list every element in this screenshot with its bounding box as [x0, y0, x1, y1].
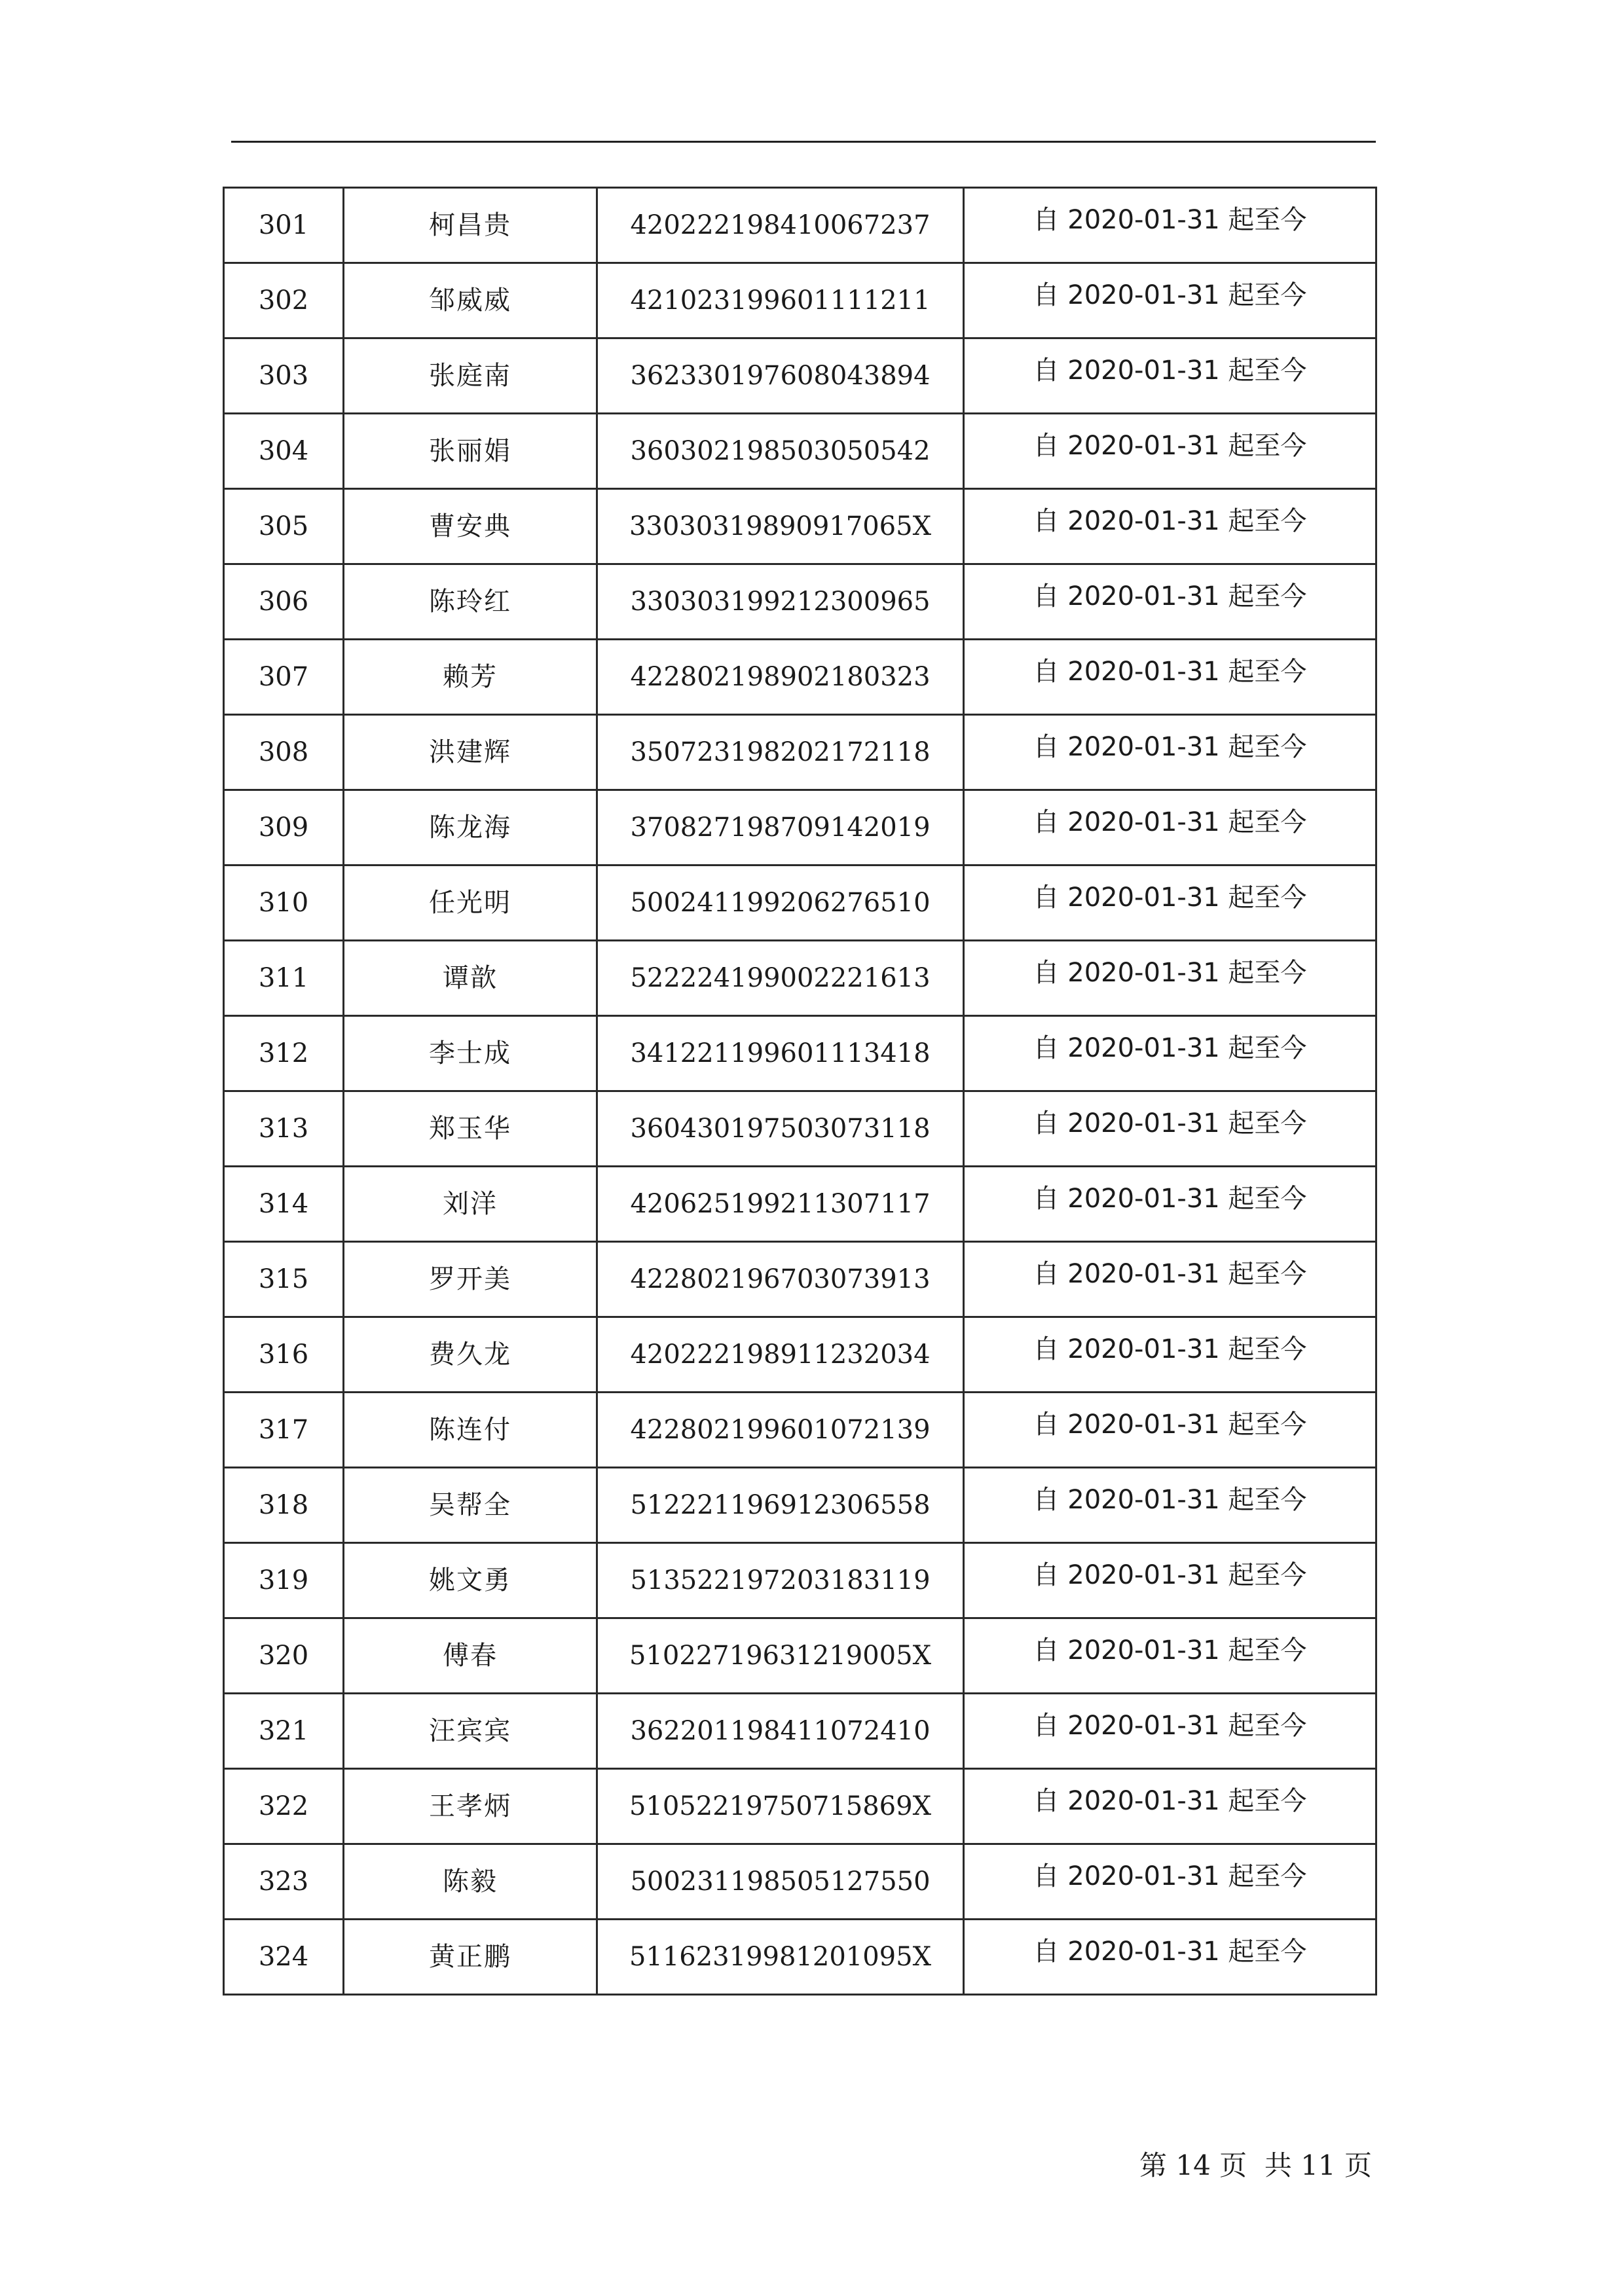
id-number: 341221199601113418	[597, 1016, 964, 1091]
id-number: 420222198911232034	[597, 1317, 964, 1393]
period-cell	[964, 640, 1376, 715]
id-number: 51052219750715869X	[597, 1769, 964, 1844]
table-row	[224, 1393, 1376, 1468]
row-number: 312	[224, 1016, 344, 1091]
person-name: 任光明	[344, 866, 597, 941]
row-number: 320	[224, 1618, 344, 1694]
period-text: 自 2020-01-31 起至今	[1033, 1560, 1307, 1590]
id-number: 360302198503050542	[597, 414, 964, 489]
person-name: 陈连付	[344, 1393, 597, 1468]
period-text: 自 2020-01-31 起至今	[1033, 657, 1307, 687]
page-number-footer: 第 14 页 共 11 页	[1139, 2149, 1372, 2181]
id-number: 51022719631219005X	[597, 1618, 964, 1694]
person-name: 傅春	[344, 1618, 597, 1694]
id-number: 420222198410067237	[597, 188, 964, 263]
id-number: 500231198505127550	[597, 1844, 964, 1920]
row-number: 306	[224, 564, 344, 640]
table-row	[224, 1468, 1376, 1543]
id-number: 362330197608043894	[597, 338, 964, 414]
row-number: 305	[224, 489, 344, 564]
person-name: 张庭南	[344, 338, 597, 414]
id-number: 422802196703073913	[597, 1242, 964, 1317]
row-number: 322	[224, 1769, 344, 1844]
table-row	[224, 640, 1376, 715]
person-name: 陈龙海	[344, 790, 597, 866]
period-text: 自 2020-01-31 起至今	[1033, 205, 1307, 235]
table-row	[224, 1016, 1376, 1091]
person-name: 陈玲红	[344, 564, 597, 640]
period-text: 自 2020-01-31 起至今	[1033, 581, 1307, 611]
period-cell	[964, 1167, 1376, 1242]
id-number: 362201198411072410	[597, 1694, 964, 1769]
id-number: 360430197503073118	[597, 1091, 964, 1167]
row-number: 302	[224, 263, 344, 338]
table-row	[224, 338, 1376, 414]
period-text: 自 2020-01-31 起至今	[1033, 1485, 1307, 1515]
id-number: 350723198202172118	[597, 715, 964, 790]
period-cell	[964, 1393, 1376, 1468]
period-text: 自 2020-01-31 起至今	[1033, 958, 1307, 988]
person-name: 刘洋	[344, 1167, 597, 1242]
roster-table-body	[224, 188, 1376, 1995]
row-number: 313	[224, 1091, 344, 1167]
roster-table	[223, 187, 1377, 1995]
table-row	[224, 1091, 1376, 1167]
person-name: 陈毅	[344, 1844, 597, 1920]
id-number: 512221196912306558	[597, 1468, 964, 1543]
table-row	[224, 1844, 1376, 1920]
table-row	[224, 1920, 1376, 1995]
period-cell	[964, 1317, 1376, 1393]
table-row	[224, 866, 1376, 941]
row-number: 317	[224, 1393, 344, 1468]
period-text: 自 2020-01-31 起至今	[1033, 1711, 1307, 1741]
row-number: 311	[224, 941, 344, 1016]
person-name: 郑玉华	[344, 1091, 597, 1167]
period-cell	[964, 941, 1376, 1016]
row-number: 321	[224, 1694, 344, 1769]
row-number: 315	[224, 1242, 344, 1317]
period-cell	[964, 1468, 1376, 1543]
period-cell	[964, 866, 1376, 941]
table-row	[224, 715, 1376, 790]
table-row	[224, 1543, 1376, 1618]
row-number: 318	[224, 1468, 344, 1543]
period-text: 自 2020-01-31 起至今	[1033, 355, 1307, 386]
period-text: 自 2020-01-31 起至今	[1033, 1184, 1307, 1214]
person-name: 姚文勇	[344, 1543, 597, 1618]
id-number: 51162319981201095X	[597, 1920, 964, 1995]
id-number: 370827198709142019	[597, 790, 964, 866]
row-number: 316	[224, 1317, 344, 1393]
table-row	[224, 414, 1376, 489]
id-number: 422802198902180323	[597, 640, 964, 715]
header-rule	[231, 141, 1376, 143]
period-text: 自 2020-01-31 起至今	[1033, 1861, 1307, 1891]
period-cell	[964, 263, 1376, 338]
person-name: 赖芳	[344, 640, 597, 715]
period-text: 自 2020-01-31 起至今	[1033, 1108, 1307, 1139]
id-number: 500241199206276510	[597, 866, 964, 941]
row-number: 301	[224, 188, 344, 263]
row-number: 324	[224, 1920, 344, 1995]
table-row	[224, 1694, 1376, 1769]
id-number: 522224199002221613	[597, 941, 964, 1016]
id-number: 421023199601111211	[597, 263, 964, 338]
period-cell	[964, 188, 1376, 263]
table-row	[224, 1618, 1376, 1694]
row-number: 304	[224, 414, 344, 489]
period-cell	[964, 790, 1376, 866]
person-name: 汪宾宾	[344, 1694, 597, 1769]
table-row	[224, 941, 1376, 1016]
person-name: 谭歆	[344, 941, 597, 1016]
period-text: 自 2020-01-31 起至今	[1033, 280, 1307, 310]
period-cell	[964, 1920, 1376, 1995]
table-row	[224, 263, 1376, 338]
period-cell	[964, 1769, 1376, 1844]
table-row	[224, 188, 1376, 263]
period-text: 自 2020-01-31 起至今	[1033, 431, 1307, 461]
person-name: 张丽娟	[344, 414, 597, 489]
person-name: 曹安典	[344, 489, 597, 564]
id-number: 420625199211307117	[597, 1167, 964, 1242]
table-row	[224, 1242, 1376, 1317]
period-text: 自 2020-01-31 起至今	[1033, 1635, 1307, 1666]
period-cell	[964, 1618, 1376, 1694]
row-number: 303	[224, 338, 344, 414]
person-name: 费久龙	[344, 1317, 597, 1393]
period-text: 自 2020-01-31 起至今	[1033, 506, 1307, 536]
period-cell	[964, 1091, 1376, 1167]
period-cell	[964, 1694, 1376, 1769]
table-row	[224, 1317, 1376, 1393]
period-text: 自 2020-01-31 起至今	[1033, 732, 1307, 762]
row-number: 319	[224, 1543, 344, 1618]
table-row	[224, 489, 1376, 564]
period-cell	[964, 1844, 1376, 1920]
person-name: 洪建辉	[344, 715, 597, 790]
person-name: 邹威威	[344, 263, 597, 338]
period-cell	[964, 338, 1376, 414]
period-text: 自 2020-01-31 起至今	[1033, 807, 1307, 837]
person-name: 黄正鹏	[344, 1920, 597, 1995]
table-row	[224, 564, 1376, 640]
person-name: 罗开美	[344, 1242, 597, 1317]
row-number: 308	[224, 715, 344, 790]
period-cell	[964, 1016, 1376, 1091]
period-text: 自 2020-01-31 起至今	[1033, 1937, 1307, 1967]
id-number: 33030319890917065X	[597, 489, 964, 564]
period-cell	[964, 414, 1376, 489]
id-number: 513522197203183119	[597, 1543, 964, 1618]
row-number: 314	[224, 1167, 344, 1242]
period-text: 自 2020-01-31 起至今	[1033, 1334, 1307, 1364]
table-row	[224, 1769, 1376, 1844]
row-number: 310	[224, 866, 344, 941]
table-row	[224, 1167, 1376, 1242]
person-name: 吴帮全	[344, 1468, 597, 1543]
period-text: 自 2020-01-31 起至今	[1033, 1410, 1307, 1440]
person-name: 柯昌贵	[344, 188, 597, 263]
period-text: 自 2020-01-31 起至今	[1033, 1033, 1307, 1063]
row-number: 323	[224, 1844, 344, 1920]
period-cell	[964, 489, 1376, 564]
person-name: 王孝炳	[344, 1769, 597, 1844]
row-number: 307	[224, 640, 344, 715]
period-cell	[964, 1242, 1376, 1317]
period-text: 自 2020-01-31 起至今	[1033, 1786, 1307, 1816]
table-row	[224, 790, 1376, 866]
period-cell	[964, 564, 1376, 640]
person-name: 李士成	[344, 1016, 597, 1091]
row-number: 309	[224, 790, 344, 866]
period-text: 自 2020-01-31 起至今	[1033, 1259, 1307, 1289]
period-cell	[964, 1543, 1376, 1618]
id-number: 330303199212300965	[597, 564, 964, 640]
period-cell	[964, 715, 1376, 790]
period-text: 自 2020-01-31 起至今	[1033, 883, 1307, 913]
id-number: 422802199601072139	[597, 1393, 964, 1468]
